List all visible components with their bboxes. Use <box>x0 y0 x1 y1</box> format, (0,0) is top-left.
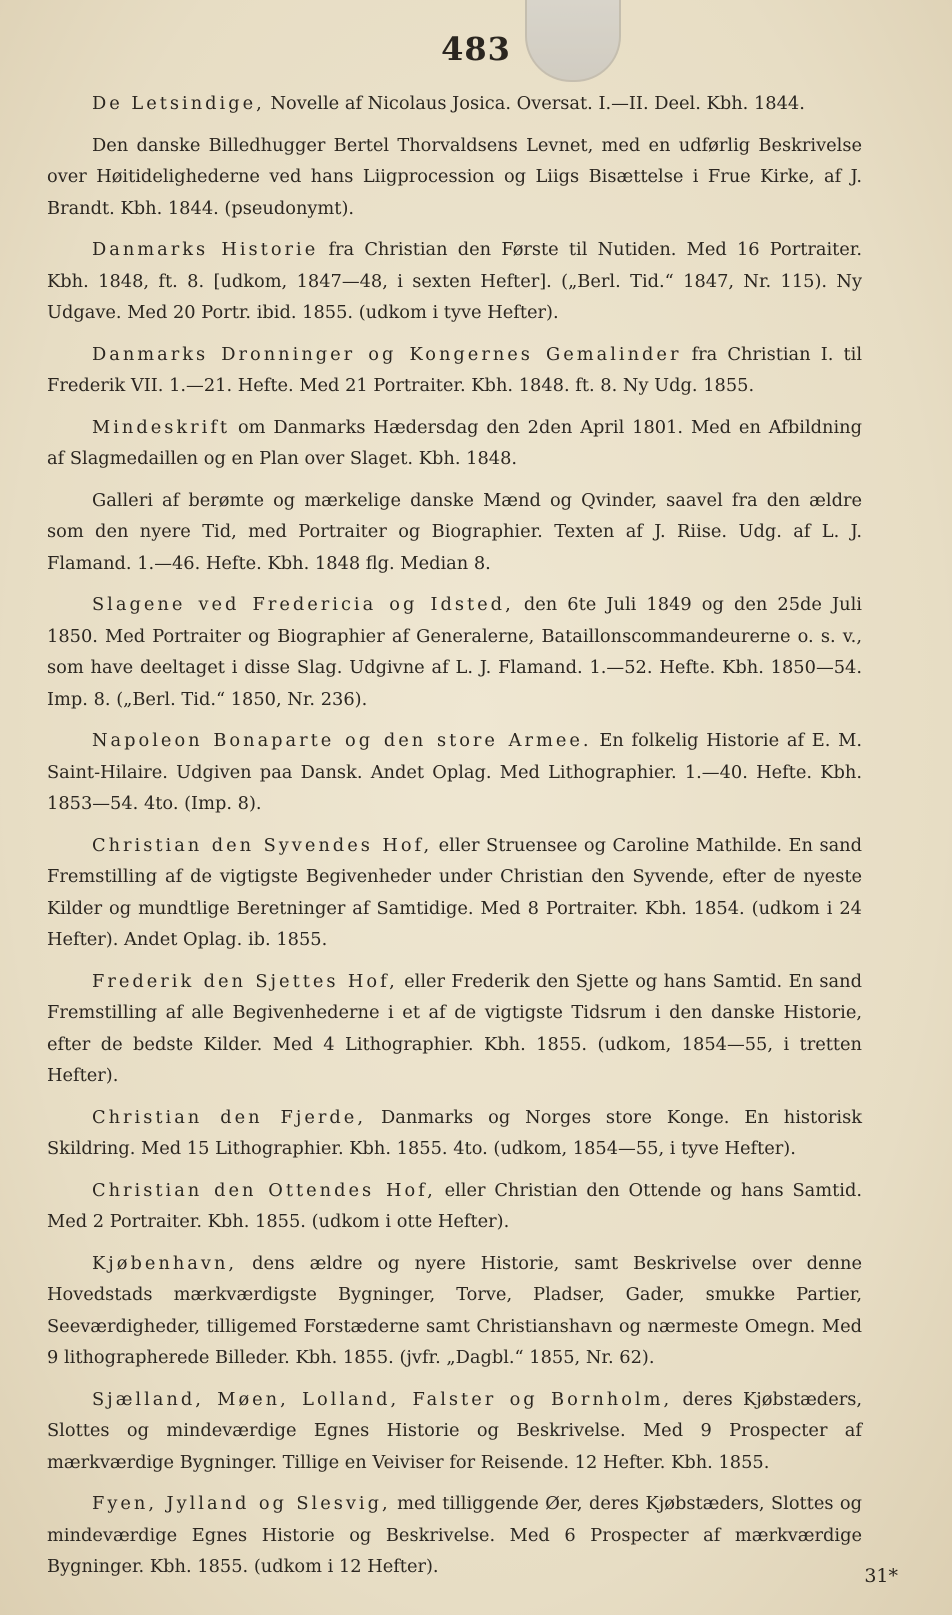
entry-title: Danmarks Historie <box>92 239 319 260</box>
entry-title: Kjøbenhavn, <box>92 1252 238 1274</box>
entry-body: dens ældre og nyere Historie, samt Beskrivelse over denne Hovedstads mærkværdigste Bygninger, Torve, Pladser, Gader, smukke Partier, Seeværdigheder, tilligemed Forstæderne samt Christianshavn og nærmeste Omegn. Med 9 lithographerede Billeder. Kbh. 1855. (jvfr. „Dagbl.“ 1855, Nr. 62). <box>47 1252 862 1368</box>
bibliography-entry <box>47 1248 862 1374</box>
entry-title: Sjælland, Møen, Lolland, Falster og Bornholm, <box>92 1388 673 1410</box>
bibliography-entry <box>47 1384 862 1479</box>
page-number: 483 <box>441 30 511 68</box>
bibliography-entry <box>47 589 862 715</box>
entry-body: Novelle af Nicolaus Josica. Oversat. I.—II. Deel. Kbh. 1844. <box>270 93 805 114</box>
bibliography-entry <box>47 1488 862 1583</box>
entry-title: Mindeskrift <box>92 416 231 438</box>
entry-body: deres Kjøbstæders, Slottes og mindeværdige Egnes Historie og Beskrivelse. Med 9 Prospecter af mærkværdige Bygninger. Tillige en Veiviser for Reisende. 12 Hefter. Kbh. 1855. <box>47 1388 862 1473</box>
bibliography-entry <box>47 88 862 120</box>
bibliography-entry <box>47 725 862 820</box>
entry-body: fra Christian I. til Frederik VII. 1.—21. Hefte. Med 21 Portraiter. Kbh. 1848. ft. 8. Ny Udg. 1855. <box>47 343 863 396</box>
entry-body: den 6te Juli 1849 og den 25de Juli 1850. Med Portraiter og Biographier af Generalerne, Bataillonscommandeurerne o. s. v., som have deeltaget i disse Slag. Udgivne af L. J. Flamand. 1.—52. Hefte. Kbh. 1850—54. Imp. 8. („Berl. Tid.“ 1850, Nr. 236). <box>47 594 862 710</box>
bibliography-entry <box>47 966 862 1092</box>
entry-body: Danmarks og Norges store Konge. En historisk Skildring. Med 15 Lithographier. Kbh. 1855. 4to. (udkom, 1854—55, i tyve Hefter). <box>47 1106 862 1159</box>
entry-title: Napoleon Bonaparte og den store Armee. <box>92 730 592 751</box>
entry-body: Den danske Billedhugger Bertel Thorvaldsens Levnet, med en udførlig Beskrivelse over Høitidelighederne ved hans Liigprocession og Liigs Bisættelse i Frue Kirke, af J. Brandt. Kbh. 1844. (pseudonymt). <box>47 134 862 219</box>
bibliography-list <box>47 88 862 1593</box>
entry-body: En folkelig Historie af E. M. Saint-Hilaire. Udgiven paa Dansk. Andet Oplag. Med Lithographier. 1.—40. Hefte. Kbh. 1853—54. 4to. (Imp. 8). <box>47 730 862 814</box>
entry-title: Slagene ved Fredericia og Idsted, <box>92 594 514 615</box>
entry-title: Christian den Fjerde, <box>92 1106 366 1128</box>
signature-mark: 31* <box>864 1565 898 1587</box>
entry-title: Fyen, Jylland og Slesvig, <box>92 1493 391 1514</box>
bibliography-entry <box>47 830 862 956</box>
entry-title: Christian den Ottendes Hof, <box>92 1179 436 1201</box>
entry-body: eller Struensee og Caroline Mathilde. En sand Fremstilling af de vigtigste Begivenheder under Christian den Syvende, efter de nyeste Kilder og mundtlige Beretninger af Samtidige. Med 8 Portraiter. Kbh. 1854. (udkom i 24 Hefter). Andet Oplag. ib. 1855. <box>47 834 863 950</box>
entry-body: eller Frederik den Sjette og hans Samtid. En sand Fremstilling af alle Begivenhederne i et af de vigtigste Tidsrum i den danske Historie, efter de bedste Kilder. Med 4 Lithographier. Kbh. 1855. (udkom, 1854—55, i tretten Hefter). <box>47 970 862 1086</box>
entry-body: Galleri af berømte og mærkelige danske Mænd og Qvinder, saavel fra den ældre som den nyere Tid, med Portraiter og Biographier. Texten af J. Riise. Udg. af L. J. Flamand. 1.—46. Hefte. Kbh. 1848 flg. Median 8. <box>47 489 862 574</box>
bibliography-entry <box>47 485 862 580</box>
entry-body: eller Christian den Ottende og hans Samtid. Med 2 Portraiter. Kbh. 1855. (udkom i otte Hefter). <box>47 1179 862 1232</box>
bibliography-entry <box>47 412 862 475</box>
bibliography-entry <box>47 1175 862 1238</box>
bibliography-entry <box>47 130 862 225</box>
bibliography-entry <box>47 234 862 329</box>
entry-body: om Danmarks Hædersdag den 2den April 1801. Med en Afbildning af Slagmedaillen og en Plan over Slaget. Kbh. 1848. <box>47 416 862 469</box>
entry-body: fra Christian den Første til Nutiden. Med 16 Portraiter. Kbh. 1848, ft. 8. [udkom, 1847—48, i sexten Hefter]. („Berl. Tid.“ 1847, Nr. 115). Ny Udgave. Med 20 Portr. ibid. 1855. (udkom i tyve Hefter). <box>47 239 863 323</box>
entry-body: med tilliggende Øer, deres Kjøbstæders, Slottes og mindeværdige Egnes Historie og Beskrivelse. Med 6 Prospecter af mærkværdige Bygninger. Kbh. 1855. (udkom i 12 Hefter). <box>47 1493 862 1577</box>
entry-title: Christian den Syvendes Hof, <box>92 834 433 856</box>
bibliography-entry <box>47 1102 862 1165</box>
entry-title: Frederik den Sjettes Hof, <box>92 970 398 992</box>
entry-title: De Letsindige, <box>92 93 265 114</box>
entry-title: Danmarks Dronninger og Kongernes Gemalinder <box>92 343 682 365</box>
bibliography-entry <box>47 339 862 402</box>
